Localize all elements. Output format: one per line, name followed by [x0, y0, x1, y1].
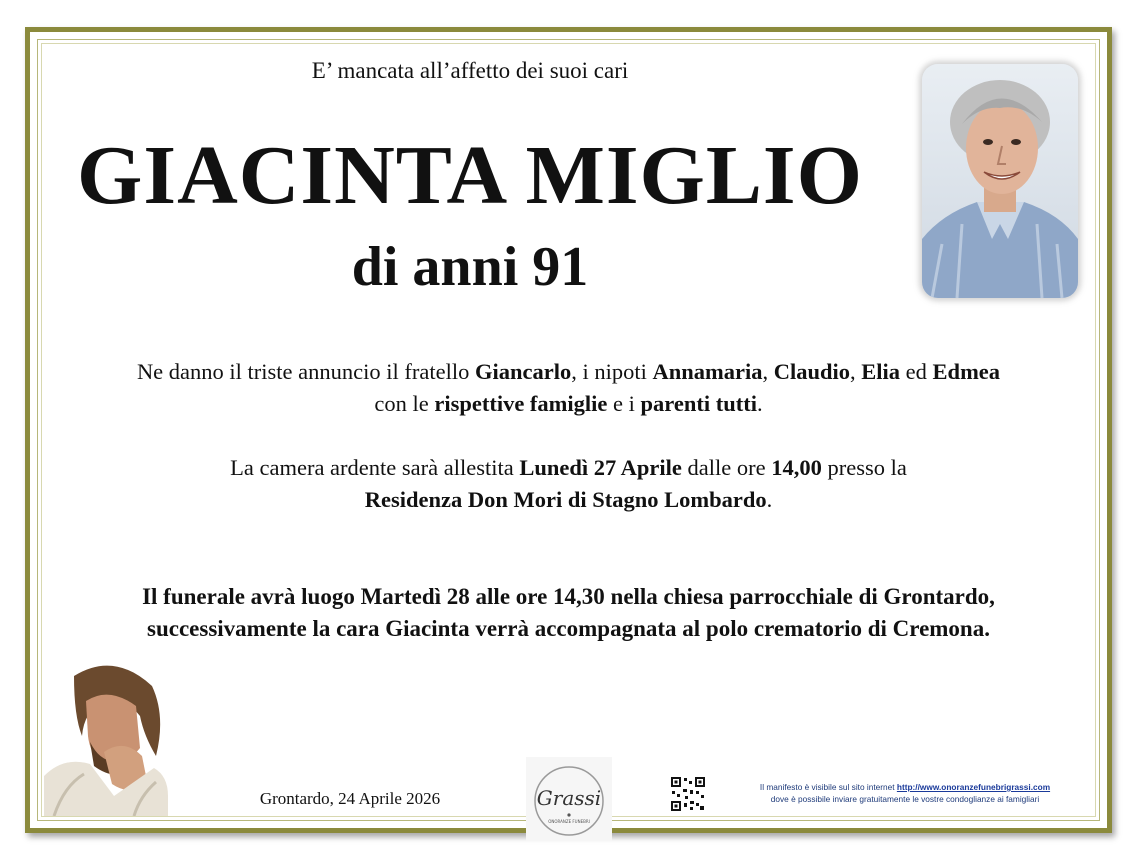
footnote-text: Il manifesto è visibile sul sito internet: [759, 782, 897, 792]
intro-text: E’ mancata all’affetto dei suoi cari: [311, 58, 629, 83]
sibling-name: Giancarlo: [474, 359, 572, 384]
website-footnote: [720, 781, 1090, 805]
text-segment: con le: [374, 391, 435, 416]
website-link[interactable]: http://www.onoranzefunebrigrassi.com: [896, 782, 1051, 792]
text-segment: dalle ore: [681, 455, 772, 480]
text-segment: .: [766, 487, 773, 512]
deceased-name: GIACINTA MIGLIO: [77, 129, 863, 222]
funeral-line-2: successivamente la cara Giacinta verrà accompagnata al polo crematorio di Cremona.: [147, 616, 990, 641]
text-segment: , i nipoti: [571, 359, 653, 384]
text-segment: ,: [850, 359, 862, 384]
emphasis-text: rispettive famiglie: [434, 391, 608, 416]
text-segment: e i: [607, 391, 641, 416]
announcement-line-1: [40, 356, 1097, 388]
qr-code-icon: [670, 776, 706, 812]
viewing-location: Residenza Don Mori di Stagno Lombardo: [364, 487, 767, 512]
portrait-photo: [922, 64, 1078, 298]
logo-name: Grassi: [536, 786, 602, 810]
grassi-logo-mark: [526, 757, 612, 841]
text-segment: .: [757, 391, 763, 416]
deceased-age: di anni 91: [351, 236, 589, 298]
nephew-name: Claudio: [773, 359, 851, 384]
funeral-paragraph: [40, 581, 1097, 645]
portrait-image: [922, 64, 1078, 298]
announcement-paragraph: [40, 356, 1097, 420]
announcement-line-2: [40, 388, 1097, 420]
nephew-name: Elia: [861, 359, 901, 384]
logo-subtitle: ONORANZE FUNEBRI: [548, 819, 590, 824]
nephew-name: Annamaria: [652, 359, 763, 384]
text-segment: ,: [762, 359, 774, 384]
viewing-paragraph: [40, 452, 1097, 516]
nephew-name: Edmea: [932, 359, 1001, 384]
text-segment: presso la: [821, 455, 907, 480]
funeral-line-1: Il funerale avrà luogo Martedì 28 alle ore 14,30 nella chiesa parrocchiale di Grontardo,: [142, 584, 995, 609]
viewing-date: Lunedì 27 Aprile: [519, 455, 682, 480]
funeral-home-logo: [526, 757, 612, 841]
praying-jesus-image: [44, 656, 168, 816]
viewing-line-1: [40, 452, 1097, 484]
text-segment: Ne danno il triste annuncio il fratello: [136, 359, 475, 384]
footnote-line-2: dove è possibile inviare gratuitamente le vostre condoglianze ai famigliari: [770, 794, 1040, 804]
text-segment: La camera ardente sarà allestita: [230, 455, 520, 480]
qr-code[interactable]: [670, 776, 706, 812]
viewing-line-2: [40, 484, 1097, 516]
viewing-time: 14,00: [771, 455, 822, 480]
praying-jesus-illustration: [44, 656, 168, 816]
notice-date: Grontardo, 24 Aprile 2026: [259, 789, 441, 808]
emphasis-text: parenti tutti: [640, 391, 758, 416]
text-segment: ed: [900, 359, 933, 384]
footnote-line-1: [720, 781, 1090, 793]
